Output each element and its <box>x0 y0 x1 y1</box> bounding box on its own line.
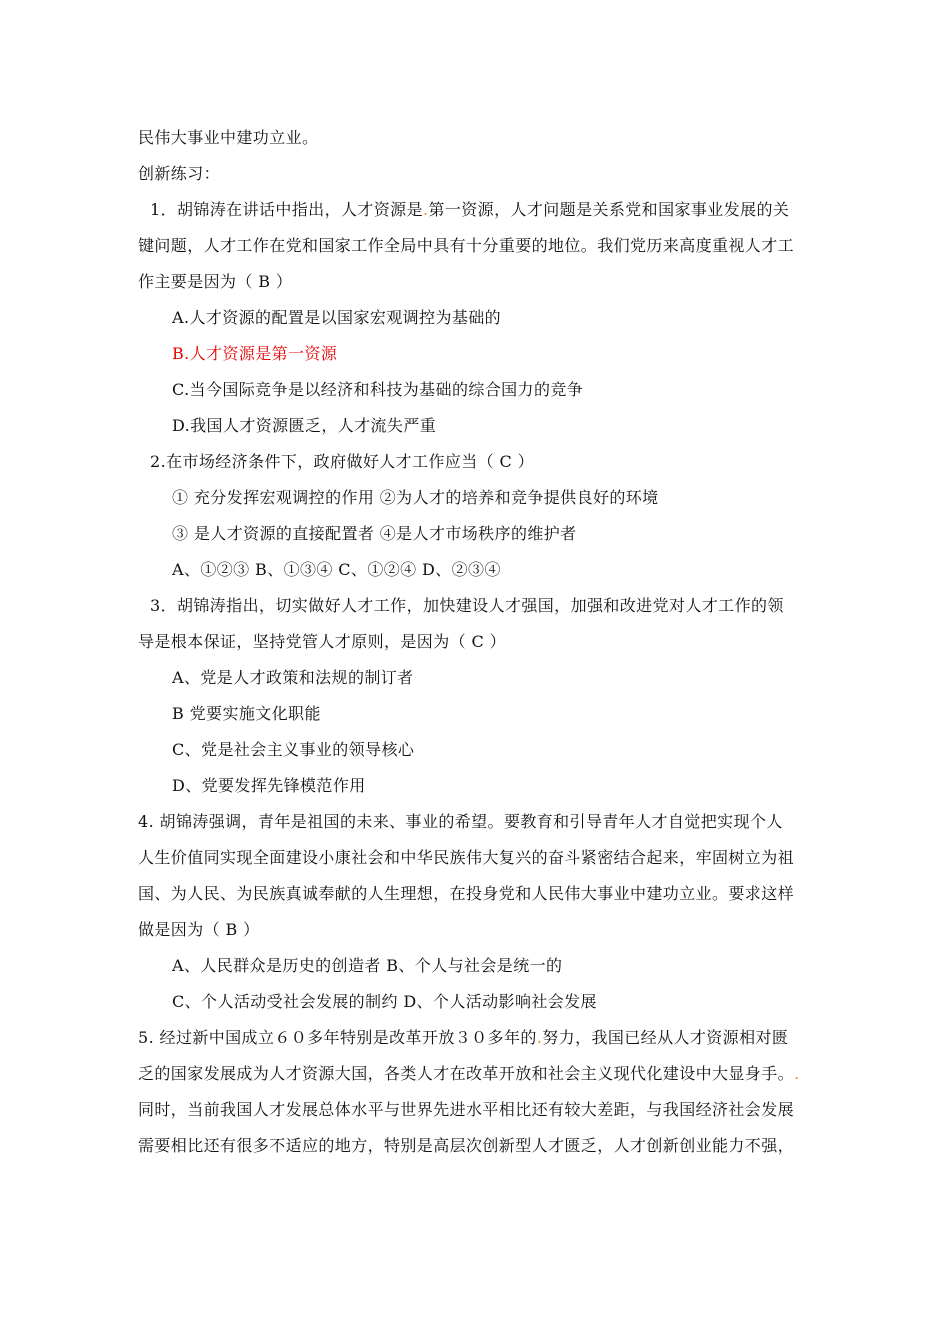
option-c: C、党是社会主义事业的领导核心 <box>172 740 415 759</box>
options-line: A、人民群众是历史的创造者 B、个人与社会是统一的 <box>172 956 563 975</box>
question-4-line: 4. 胡锦涛强调，青年是祖国的未来、事业的希望。要教育和引导青年人才自觉把实现个人 <box>138 812 783 831</box>
statement-line: ① 充分发挥宏观调控的作用 ②为人才的培养和竞争提供良好的环境 <box>172 488 659 507</box>
option-d: D.我国人才资源匮乏，人才流失严重 <box>172 416 437 435</box>
question-1-line: 键问题，人才工作在党和国家工作全局中具有十分重要的地位。我们党历来高度重视人才工 <box>138 236 795 255</box>
mark-dot: . <box>422 200 429 219</box>
question-1-line <box>150 200 789 220</box>
option-d: D、党要发挥先锋模范作用 <box>172 776 366 795</box>
question-4-line: 国、为人民、为民族真诚奉献的人生理想，在投身党和人民伟大事业中建功立业。要求这样 <box>138 884 795 903</box>
text-line: 民伟大事业中建功立业。 <box>138 128 319 147</box>
question-5-line <box>138 1028 788 1048</box>
statement-line: ③ 是人才资源的直接配置者 ④是人才市场秩序的维护者 <box>172 524 577 543</box>
question-4-line: 做是因为（ B ） <box>138 920 260 939</box>
text-fragment: 努力，我国已经从人才资源相对匮 <box>542 1028 789 1047</box>
mark-dot: . <box>794 1064 800 1083</box>
question-3-line: 导是根本保证，坚持党管人才原则，是因为（ C ） <box>138 632 507 651</box>
question-1-line: 作主要是因为（ B ） <box>138 272 293 291</box>
question-3-line: 3．胡锦涛指出，切实做好人才工作，加快建设人才强国，加强和改进党对人才工作的领 <box>150 596 784 615</box>
question-5-line: 同时，当前我国人才发展总体水平与世界先进水平相比还有较大差距，与我国经济社会发展 <box>138 1100 795 1119</box>
question-5-line <box>138 1064 800 1084</box>
options-line: C、个人活动受社会发展的制约 D、个人活动影响社会发展 <box>172 992 597 1011</box>
question-2-line: 2.在市场经济条件下，政府做好人才工作应当（ C ） <box>150 452 535 471</box>
text-fragment: 1．胡锦涛在讲话中指出，人才资源是 <box>150 200 423 219</box>
mark-dot: . <box>536 1028 543 1047</box>
option-b-answer: B.人才资源是第一资源 <box>172 344 338 363</box>
question-5-line: 需要相比还有很多不适应的地方，特别是高层次创新型人才匮乏，人才创新创业能力不强， <box>138 1136 795 1155</box>
option-b: B 党要实施文化职能 <box>172 704 321 723</box>
text-fragment: 5. 经过新中国成立６０多年特别是改革开放３０多年的 <box>138 1028 537 1047</box>
section-heading: 创新练习： <box>138 164 221 183</box>
option-a: A、党是人才政策和法规的制订者 <box>172 668 414 687</box>
option-c: C.当今国际竞争是以经济和科技为基础的综合国力的竞争 <box>172 380 584 399</box>
option-a: A.人才资源的配置是以国家宏观调控为基础的 <box>172 308 502 327</box>
question-4-line: 人生价值同实现全面建设小康社会和中华民族伟大复兴的奋斗紧密结合起来，牢固树立为祖 <box>138 848 795 867</box>
text-fragment: 乏的国家发展成为人才资源大国，各类人才在改革开放和社会主义现代化建设中大显身手。 <box>138 1064 795 1083</box>
text-fragment: 第一资源，人才问题是关系党和国家事业发展的关 <box>428 200 790 219</box>
options-line: A、①②③ B、①③④ C、①②④ D、②③④ <box>172 560 501 579</box>
